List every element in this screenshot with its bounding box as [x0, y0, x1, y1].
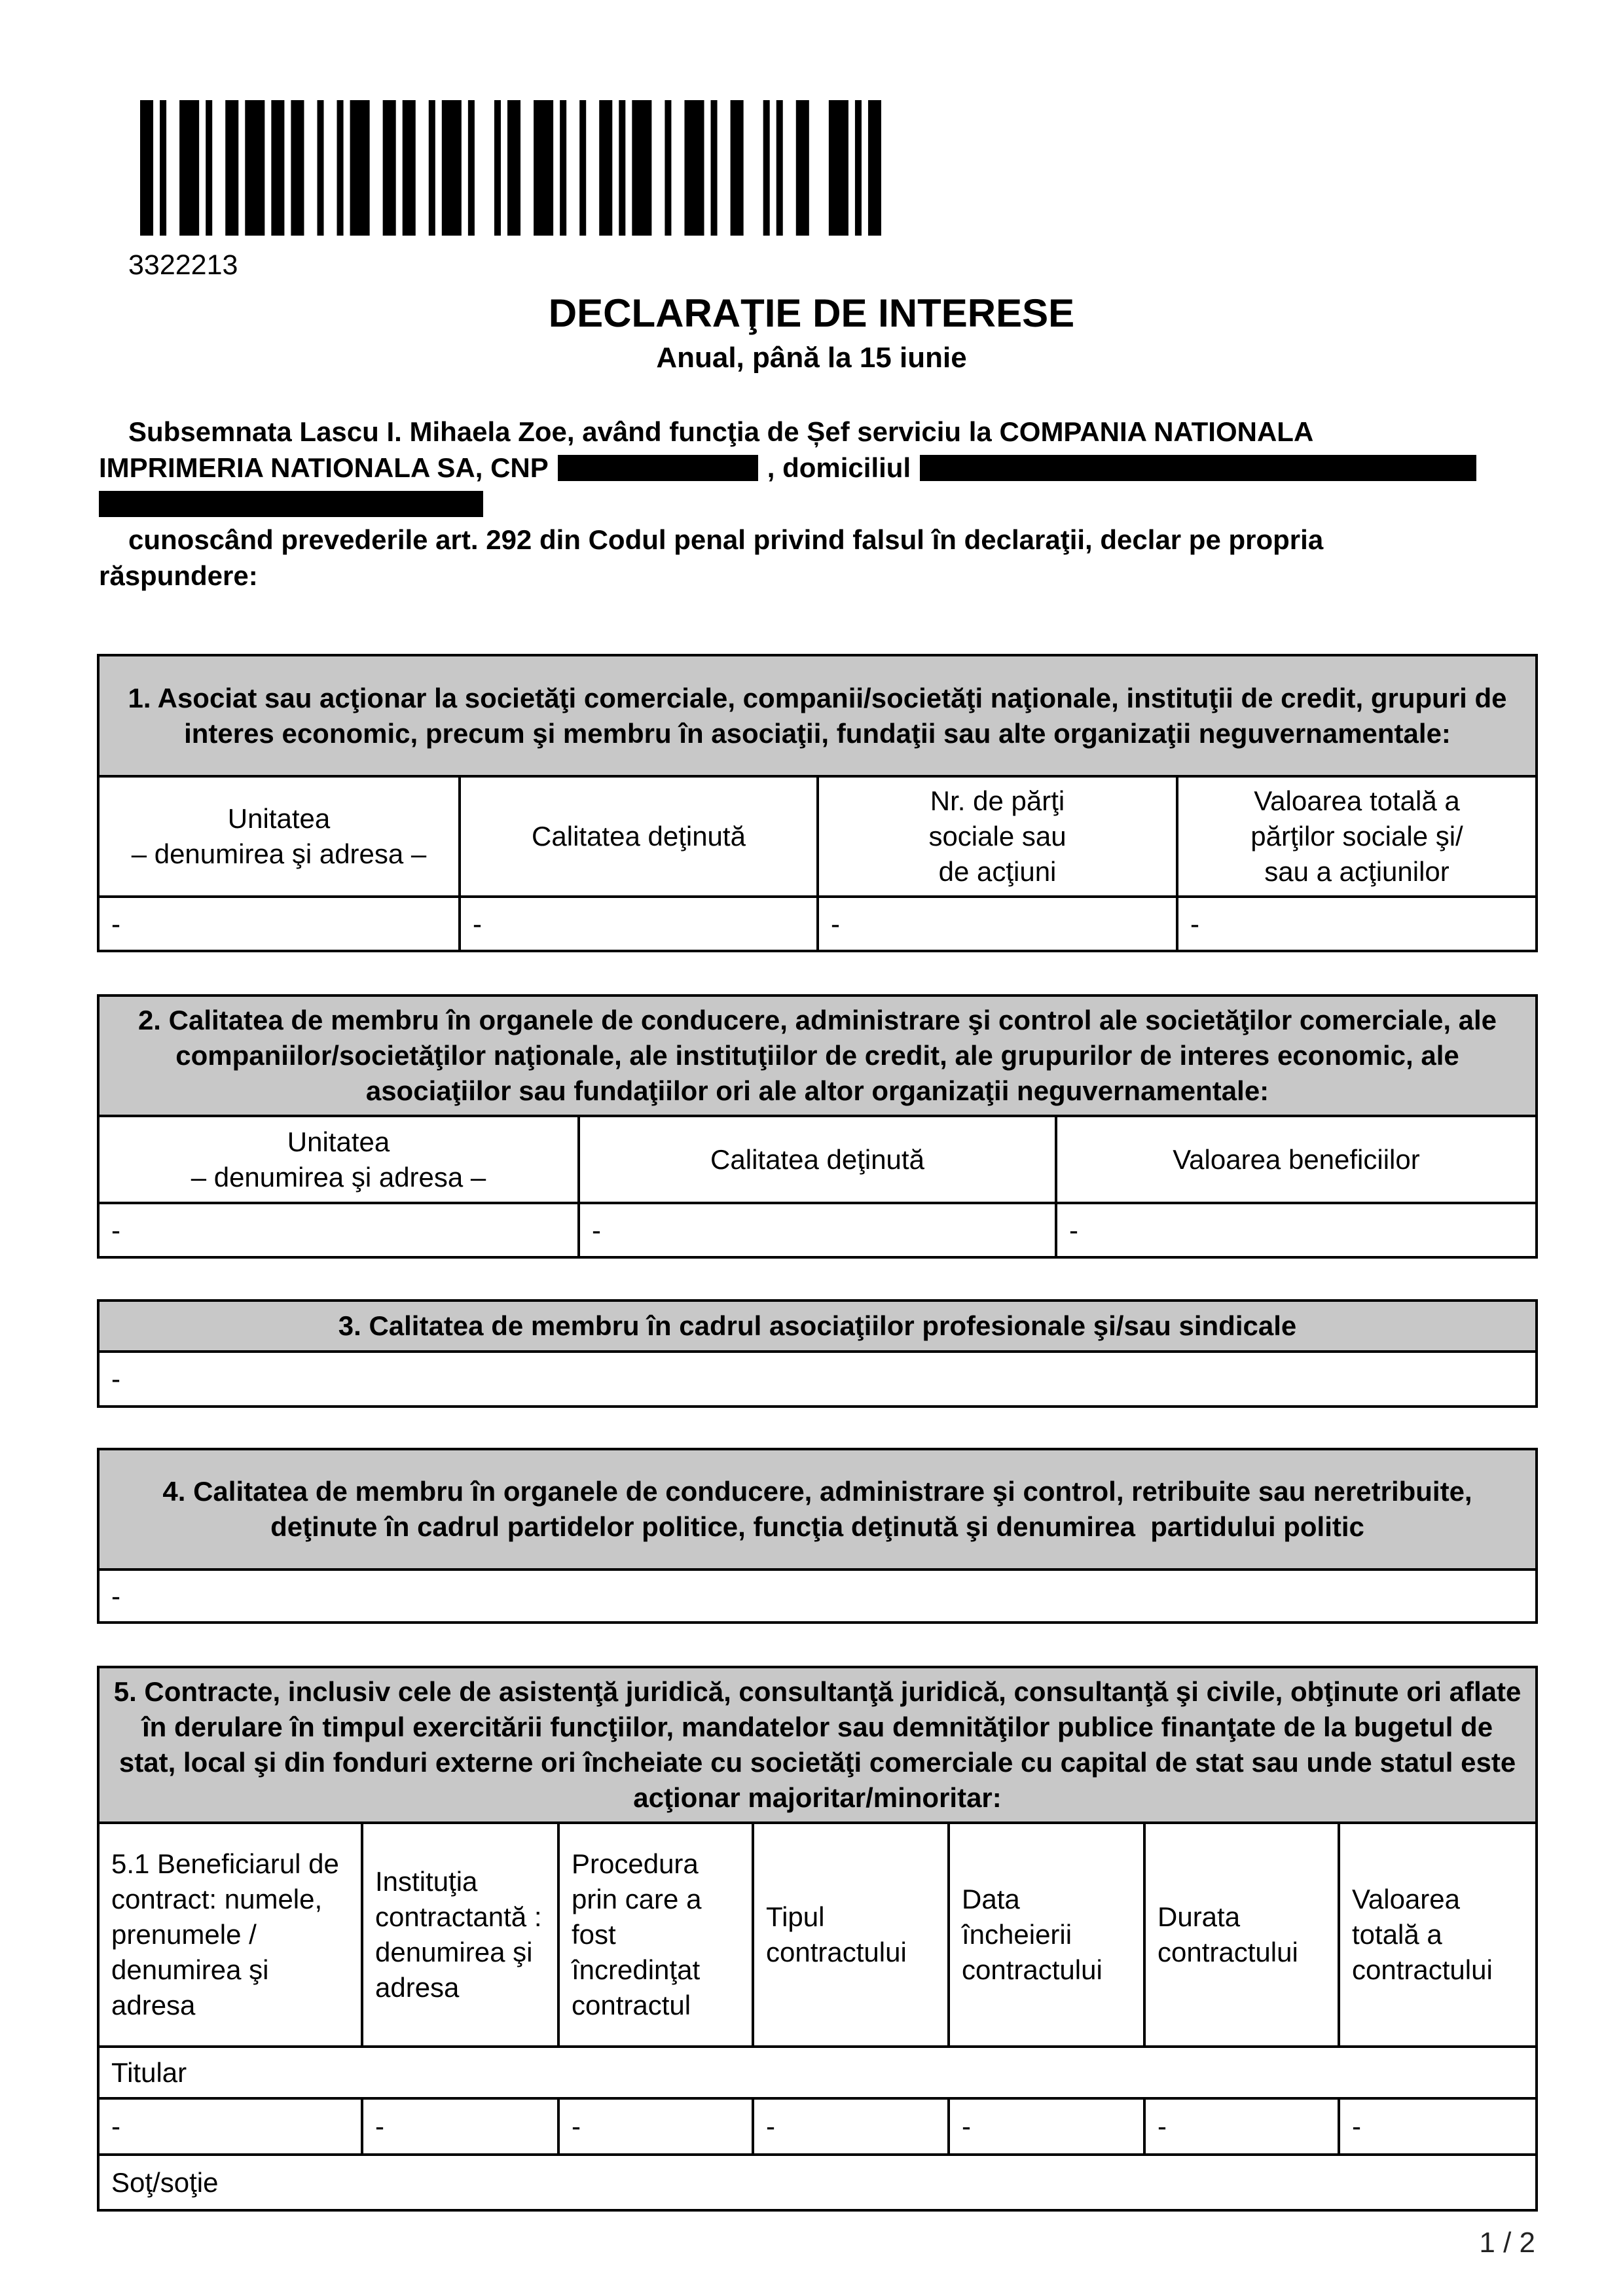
barcode-bar: [429, 100, 435, 236]
barcode-bar: [599, 100, 612, 236]
group-label-spouse: Soţ/soţie: [98, 2155, 1537, 2210]
section-4-table: [97, 1448, 1538, 1624]
barcode-bar: [579, 100, 586, 236]
table-row: [98, 1203, 1537, 1257]
barcode-bar: [507, 100, 520, 236]
column-header: Unitatea – denumirea şi adresa –: [98, 776, 460, 897]
column-header: Valoarea totală a părţilor sociale şi/ sau a acţiunilor: [1177, 776, 1537, 897]
table-cell: -: [98, 2098, 362, 2155]
table-cell: -: [1144, 2098, 1339, 2155]
intro-line-5: răspundere:: [99, 560, 258, 591]
column-header: Tipul contractului: [753, 1823, 949, 2047]
intro-line-2-domiciliu: , domiciliul: [767, 452, 911, 483]
column-header: Procedura prin care a fost încredinţat contractul: [558, 1823, 753, 2047]
table-cell: -: [949, 2098, 1144, 2155]
column-header: Unitatea – denumirea şi adresa –: [98, 1116, 579, 1203]
column-header: Durata contractului: [1144, 1823, 1339, 2047]
barcode-bar: [160, 100, 166, 236]
section-2-table: [97, 994, 1538, 1259]
column-header: Nr. de părţi sociale sau de acţiuni: [818, 776, 1177, 897]
barcode-bar: [776, 100, 783, 236]
barcode-bar: [337, 100, 344, 236]
group-label-titular: Titular: [98, 2047, 1537, 2098]
document-subtitle: Anual, până la 15 iunie: [656, 342, 967, 374]
barcode-bar: [796, 100, 809, 236]
column-header: Valoarea beneficiilor: [1056, 1116, 1537, 1203]
intro-line-3: [99, 486, 1572, 522]
column-header: Instituţia contractantă : denumirea şi adresa: [362, 1823, 558, 2047]
barcode-bar: [665, 100, 671, 236]
section-5-title: 5. Contracte, inclusiv cele de asistenţă juridică, consultanţă juridică, consultanţă şi civile, obţinute ori aflate în derulare în timpul exercitării funcţiilor, mandatelor sau demnităţilor publice finanţate de la bugetul de stat, local şi din fonduri externe ori încheiate cu societăţi comerciale cu capital de stat sau unde statul este acţionar majoritar/minoritar:: [98, 1667, 1537, 1823]
barcode-bar: [731, 100, 744, 236]
barcode-bar: [560, 100, 566, 236]
section-4-title: 4. Calitatea de membru în organele de conducere, administrare şi control, retribuite sau neretribuite, deţinute în cadrul partidelor politice, funcţia deţinută şi denumirea partidului politic: [98, 1449, 1537, 1570]
barcode-bar: [632, 100, 651, 236]
intro-line-2: [99, 450, 1572, 486]
barcode-bar: [271, 100, 284, 236]
redacted-address-continued: [99, 491, 483, 517]
barcode-bar: [317, 100, 323, 236]
table-cell: -: [1056, 1203, 1537, 1257]
section-1-table: [97, 654, 1538, 952]
table-cell: -: [1177, 897, 1537, 951]
barcode-bar: [829, 100, 848, 236]
section-3-table: [97, 1299, 1538, 1408]
barcode-bar: [350, 100, 370, 236]
table-row: [98, 897, 1537, 951]
barcode-bar: [403, 100, 416, 236]
section-3-title: 3. Calitatea de membru în cadrul asociaţiilor profesionale şi/sau sindicale: [98, 1300, 1537, 1352]
table-row: [98, 2098, 1537, 2155]
barcode-bar: [442, 100, 462, 236]
declaration-intro: [99, 414, 1572, 594]
intro-line-4: cunoscând prevederile art. 292 din Codul penal privind falsul în declaraţii, declar pe propria: [128, 524, 1324, 555]
section-2-title: 2. Calitatea de membru în organele de conducere, administrare şi control ale societăţilor comerciale, ale companiilor/societăţilor naţionale, ale instituţiilor de credit, ale grupurilor de interes economic, ale asociaţiilor sau fundaţiilor ori ale altor organizaţii neguvernamentale:: [98, 996, 1537, 1116]
section-1-title: 1. Asociat sau acţionar la societăţi comerciale, companii/societăţi naţionale, instituţii de credit, grupuri de interes economic, precum şi membru în asociaţii, fundaţii sau alte organizaţii neguvernamentale:: [98, 655, 1537, 776]
barcode-bar: [140, 100, 153, 236]
barcode-bar: [179, 100, 199, 236]
barcode-bar: [868, 100, 881, 236]
barcode-bar: [763, 100, 770, 236]
barcode-bar: [225, 100, 238, 236]
barcode-bar: [534, 100, 553, 236]
section-5-table: [97, 1666, 1538, 2212]
barcode-bar: [206, 100, 212, 236]
table-cell: -: [98, 1203, 579, 1257]
table-cell: -: [558, 2098, 753, 2155]
table-row: [98, 1352, 1537, 1407]
column-header: Valoarea totală a contractului: [1339, 1823, 1537, 2047]
column-header: Calitatea deţinută: [460, 776, 818, 897]
barcode: [140, 100, 881, 236]
barcode-bar: [619, 100, 625, 236]
redacted-cnp: [558, 455, 758, 481]
document-title: DECLARAŢIE DE INTERESE: [548, 291, 1075, 335]
table-cell: -: [362, 2098, 558, 2155]
intro-line-2-start: IMPRIMERIA NATIONALA SA, CNP: [99, 452, 549, 483]
table-cell: -: [98, 897, 460, 951]
table-cell: -: [98, 1570, 1537, 1623]
barcode-bar: [684, 100, 704, 236]
column-header: 5.1 Beneficiarul de contract: numele, prenumele / denumirea şi adresa: [98, 1823, 362, 2047]
table-cell: -: [98, 1352, 1537, 1407]
table-cell: -: [1339, 2098, 1537, 2155]
column-header: Calitatea deţinută: [579, 1116, 1056, 1203]
barcode-bar: [383, 100, 396, 236]
barcode-bar: [468, 100, 475, 236]
barcode-bar: [291, 100, 304, 236]
barcode-bar: [494, 100, 501, 236]
page-number: 1 / 2: [1479, 2227, 1535, 2259]
barcode-bar: [245, 100, 264, 236]
table-cell: -: [579, 1203, 1056, 1257]
table-row: [98, 1570, 1537, 1623]
column-header: Data încheierii contractului: [949, 1823, 1144, 2047]
barcode-number: 3322213: [128, 249, 238, 281]
redacted-address: [920, 455, 1476, 481]
table-cell: -: [460, 897, 818, 951]
barcode-bar: [711, 100, 718, 236]
table-cell: -: [753, 2098, 949, 2155]
barcode-bar: [855, 100, 862, 236]
intro-line-1: Subsemnata Lascu I. Mihaela Zoe, având funcţia de Șef serviciu la COMPANIA NATIONALA: [128, 416, 1314, 447]
table-cell: -: [818, 897, 1177, 951]
